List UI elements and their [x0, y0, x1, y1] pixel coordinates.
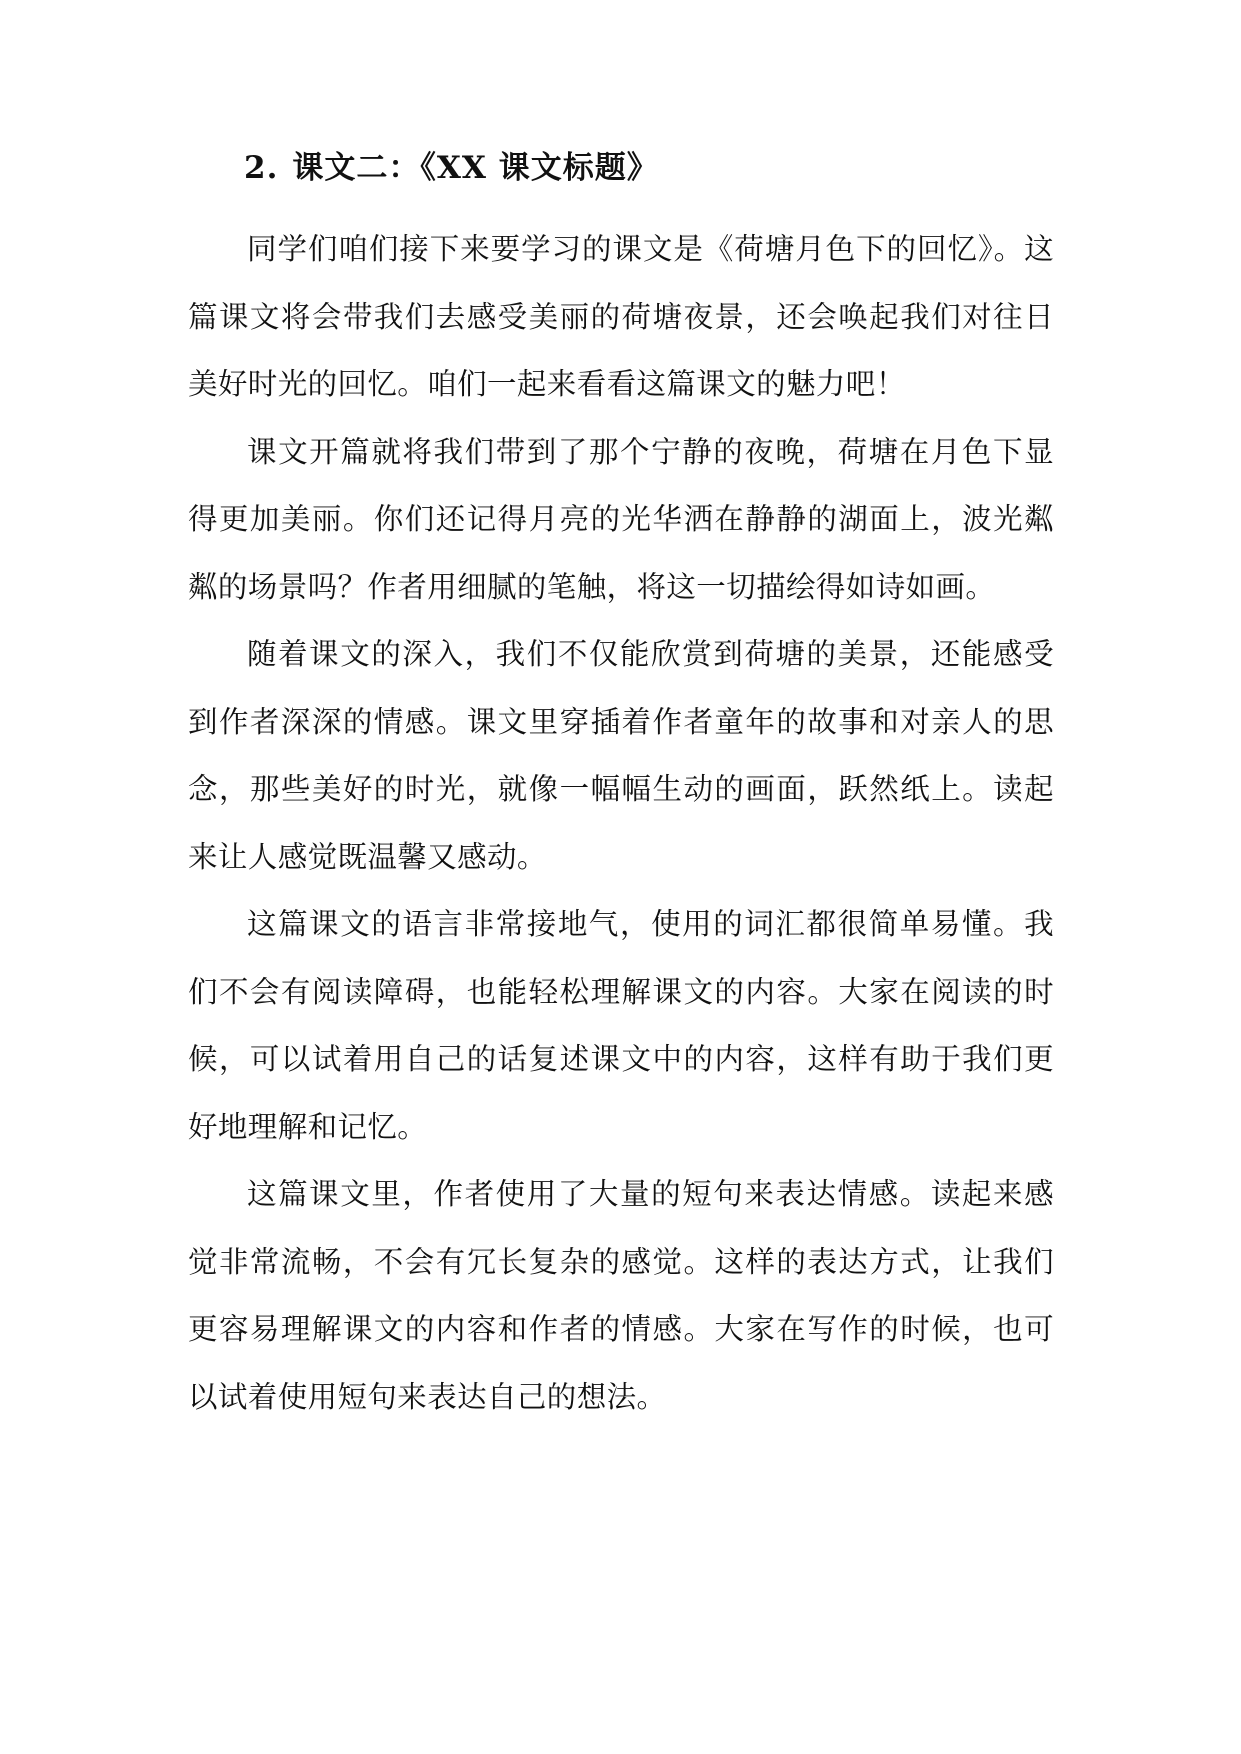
section-heading	[244, 148, 659, 188]
paragraph-4: 这篇课文的语言非常接地气，使用的词汇都很简单易懂。我们不会有阅读障碍，也能轻松理解课文的内容。大家在阅读的时候，可以试着用自己的话复述课文中的内容，这样有助于我们更好地理解和记忆。	[188, 907, 1054, 1144]
paragraph-5: 这篇课文里，作者使用了大量的短句来表达情感。读起来感觉非常流畅，不会有冗长复杂的感觉。这样的表达方式，让我们更容易理解课文的内容和作者的情感。大家在写作的时候，也可以试着使用短句来表达自己的想法。	[188, 1177, 1054, 1414]
section-number: 2.	[244, 150, 279, 186]
body-text	[188, 216, 1054, 1431]
paragraph-2: 课文开篇就将我们带到了那个宁静的夜晚，荷塘在月色下显得更加美丽。你们还记得月亮的光华洒在静静的湖面上，波光粼粼的场景吗？作者用细腻的笔触，将这一切描绘得如诗如画。	[188, 434, 1054, 604]
paragraph-3: 随着课文的深入，我们不仅能欣赏到荷塘的美景，还能感受到作者深深的情感。课文里穿插着作者童年的故事和对亲人的思念，那些美好的时光，就像一幅幅生动的画面，跃然纸上。读起来让人感觉既温馨又感动。	[188, 637, 1054, 874]
paragraph-1: 同学们咱们接下来要学习的课文是《荷塘月色下的回忆》。这篇课文将会带我们去感受美丽的荷塘夜景，还会唤起我们对往日美好时光的回忆。咱们一起来看看这篇课文的魅力吧！	[188, 232, 1054, 401]
section-title: 课文二：《XX 课文标题》	[292, 150, 659, 186]
